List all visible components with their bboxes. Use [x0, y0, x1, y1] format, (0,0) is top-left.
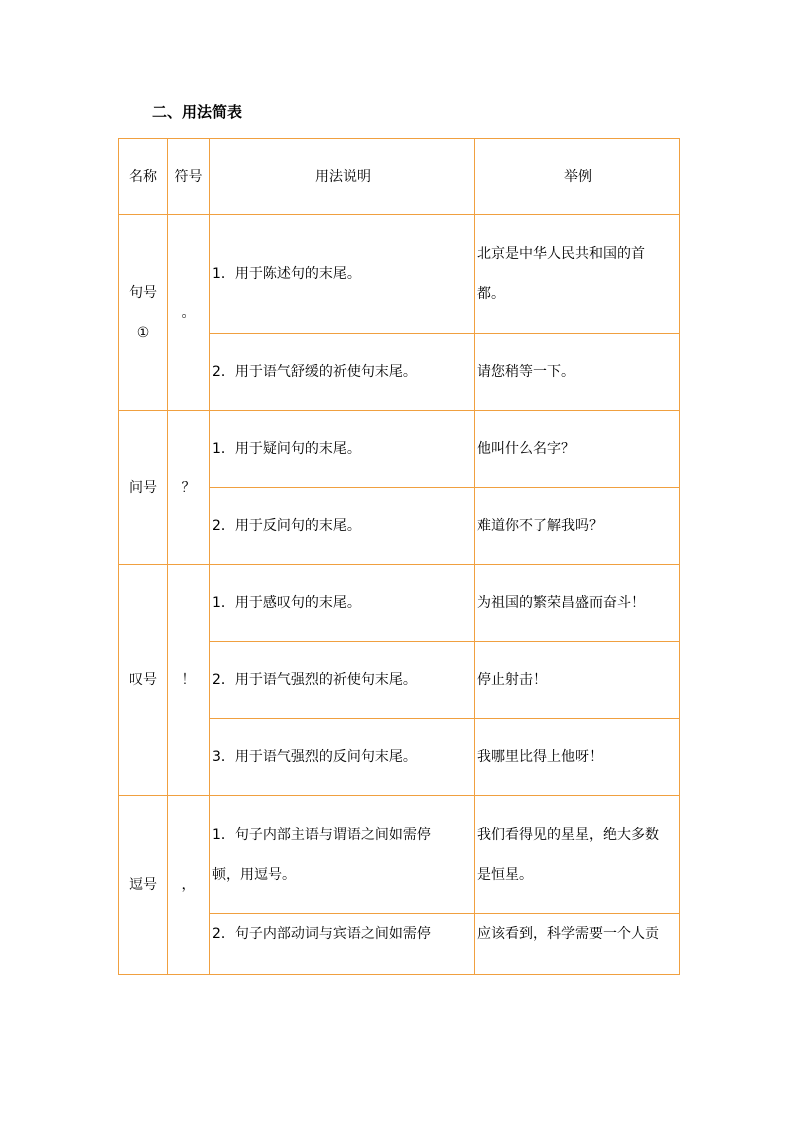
table-row	[119, 215, 680, 334]
cell-example: 难道你不了解我吗？	[475, 488, 680, 565]
cell-usage: 1．用于陈述句的末尾。	[210, 215, 475, 334]
header-name: 名称	[119, 139, 168, 215]
cell-usage: 1．句子内部主语与谓语之间如需停 顿，用逗号。	[210, 796, 475, 914]
cell-symbol-period: 。	[168, 215, 210, 411]
cell-example: 我们看得见的星星，绝大多数 是恒星。	[475, 796, 680, 914]
cell-symbol-comma: ，	[168, 796, 210, 975]
cell-example: 停止射击！	[475, 642, 680, 719]
cell-usage: 2．用于语气舒缓的祈使句末尾。	[210, 334, 475, 411]
cell-example: 我哪里比得上他呀！	[475, 719, 680, 796]
cell-example: 请您稍等一下。	[475, 334, 680, 411]
section-heading: 二、用法简表	[152, 103, 243, 121]
cell-example: 北京是中华人民共和国的首 都。	[475, 215, 680, 334]
table-header-row	[119, 139, 680, 215]
cell-usage: 2．句子内部动词与宾语之间如需停	[210, 914, 475, 975]
cell-example: 应该看到，科学需要一个人贡	[475, 914, 680, 975]
cell-name-period: 句号 ①	[119, 215, 168, 411]
cell-symbol-exclamation: ！	[168, 565, 210, 796]
cell-name-question: 问号	[119, 411, 168, 565]
cell-usage: 1．用于感叹句的末尾。	[210, 565, 475, 642]
header-symbol: 符号	[168, 139, 210, 215]
table-row	[119, 411, 680, 488]
table-row	[119, 796, 680, 914]
cell-example: 为祖国的繁荣昌盛而奋斗！	[475, 565, 680, 642]
cell-usage: 1．用于疑问句的末尾。	[210, 411, 475, 488]
cell-name-exclamation: 叹号	[119, 565, 168, 796]
cell-example: 他叫什么名字？	[475, 411, 680, 488]
table-row	[119, 565, 680, 642]
cell-symbol-question: ？	[168, 411, 210, 565]
cell-usage: 3．用于语气强烈的反问句末尾。	[210, 719, 475, 796]
cell-usage: 2．用于反问句的末尾。	[210, 488, 475, 565]
header-usage: 用法说明	[210, 139, 475, 215]
punctuation-usage-table	[118, 138, 680, 975]
cell-usage: 2．用于语气强烈的祈使句末尾。	[210, 642, 475, 719]
header-example: 举例	[475, 139, 680, 215]
cell-name-comma: 逗号	[119, 796, 168, 975]
